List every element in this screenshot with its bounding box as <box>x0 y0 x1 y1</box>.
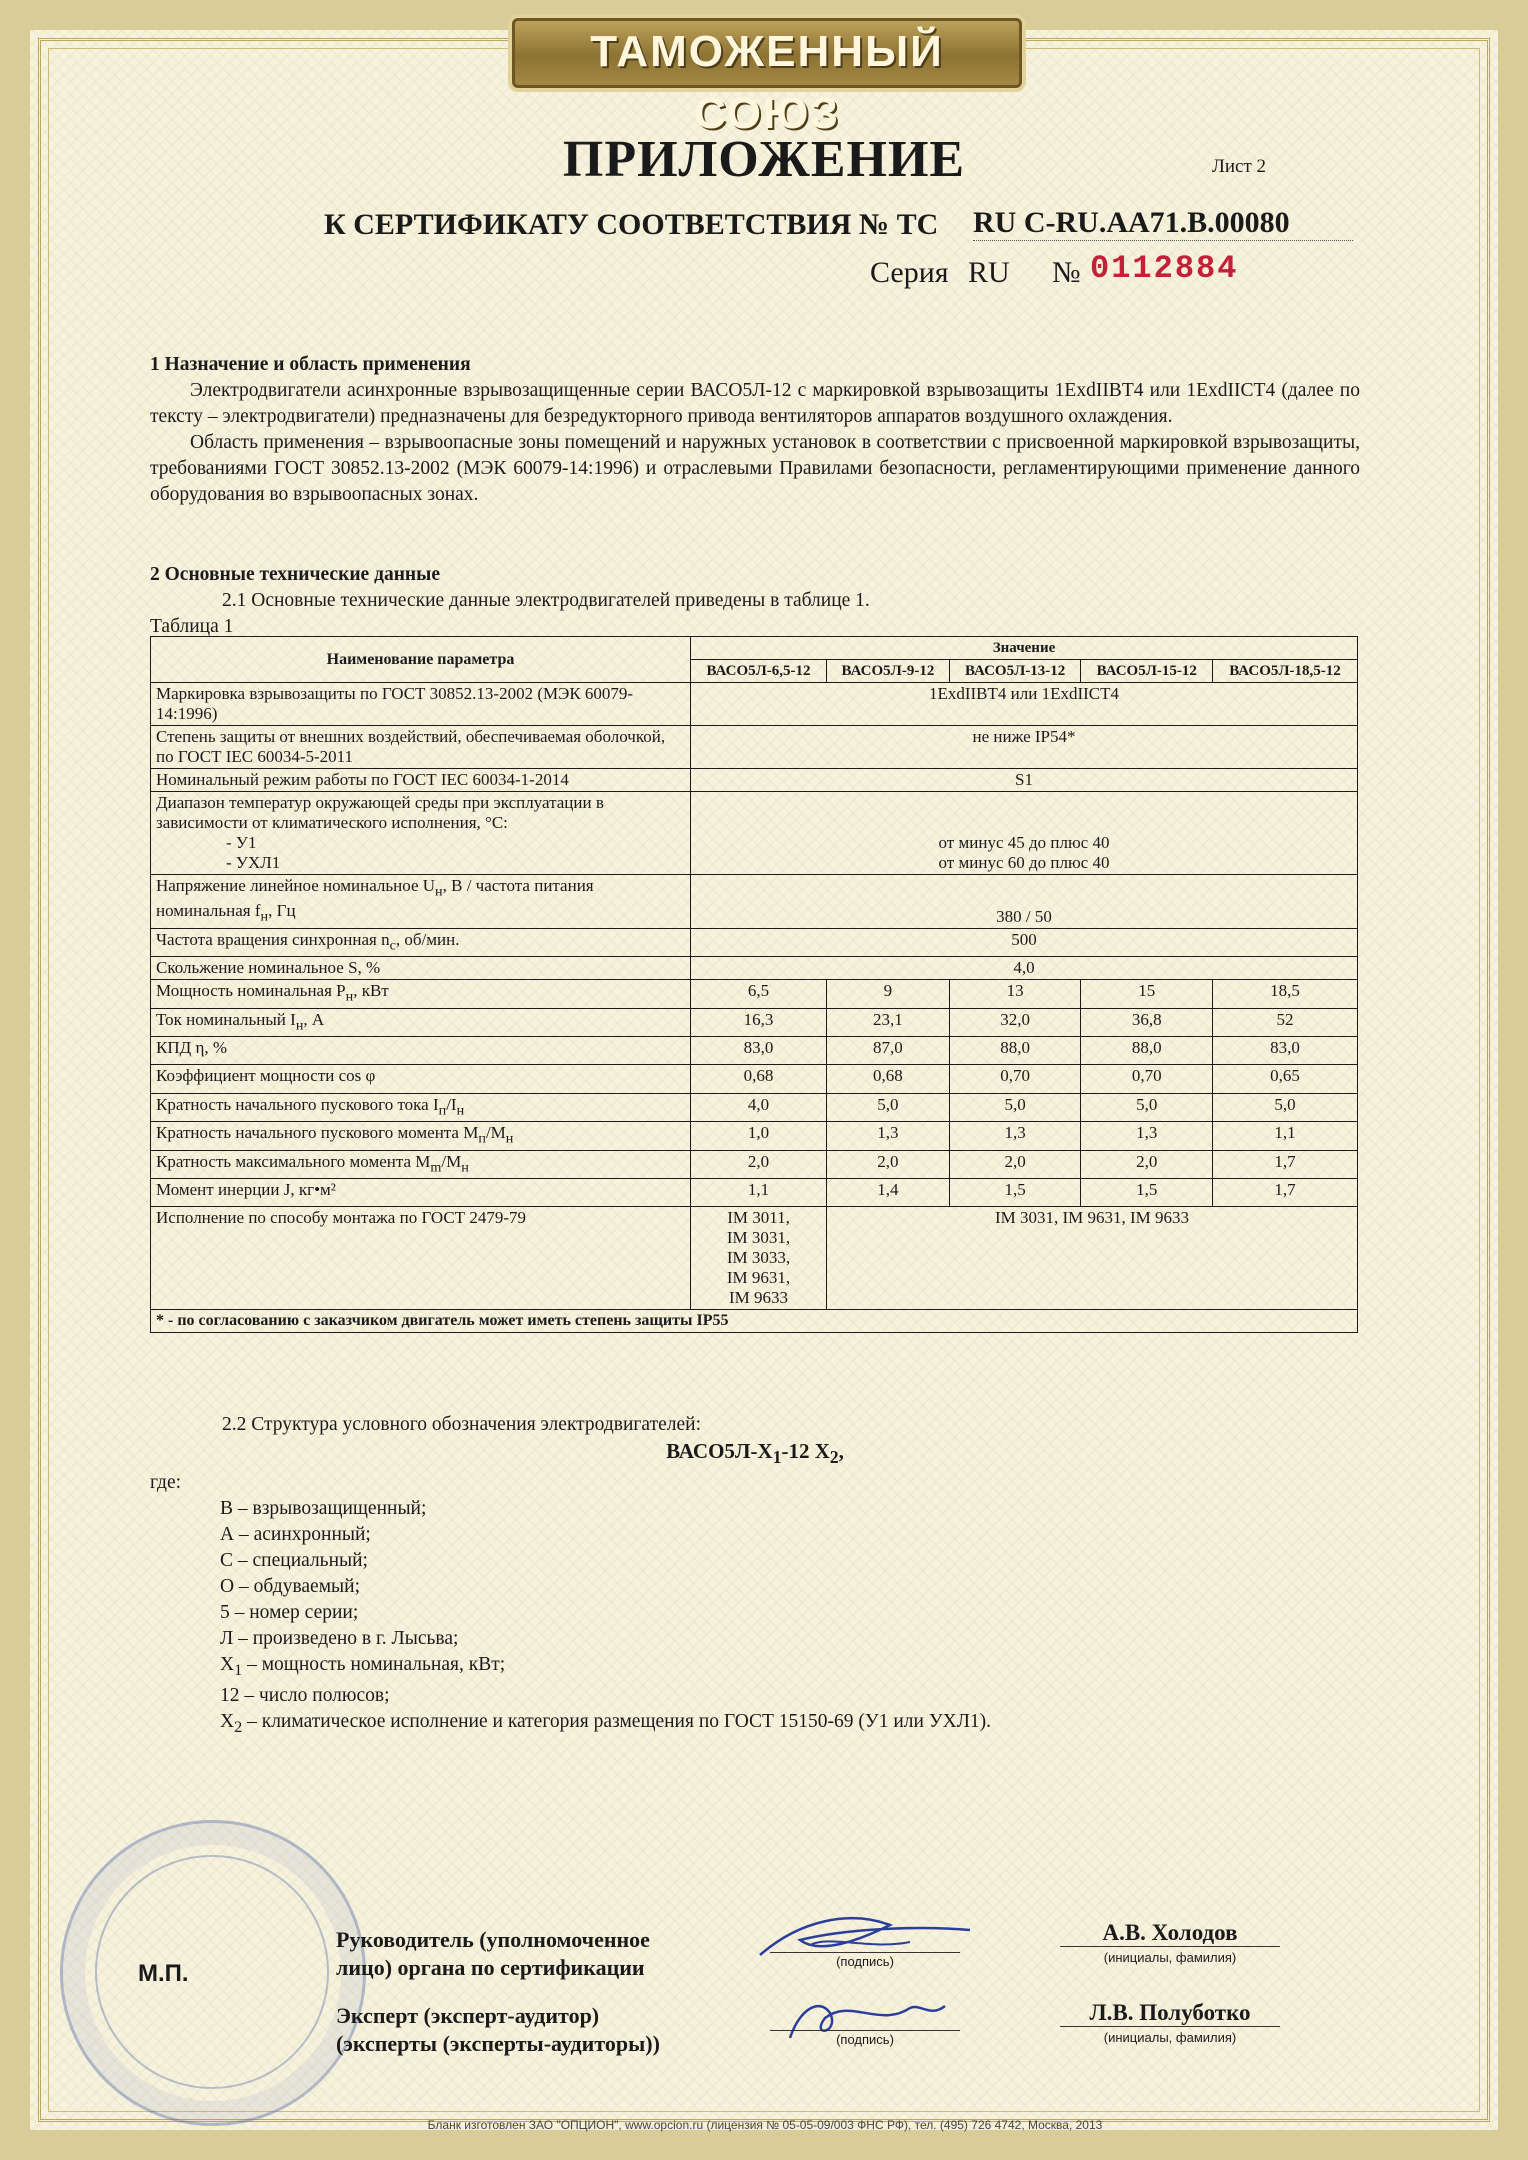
table-row <box>151 1036 1358 1064</box>
row-label: Мощность номинальная $Р_н$, кВт <box>151 980 691 1008</box>
model-header: ВАСО5Л-6,5-12 <box>691 660 827 683</box>
table-cell: 23,1 <box>827 1008 950 1036</box>
row-label: Исполнение по способу монтажа по ГОСТ 2479-79 <box>151 1207 691 1310</box>
list-item: $Х_2$ – климатическое исполнение и категория размещения по ГОСТ 15150-69 (У1 или УХЛ1). <box>220 1711 992 1736</box>
row-value: 500 <box>691 928 1358 956</box>
series-value: RU <box>968 256 1010 289</box>
sheet-number: Лист 2 <box>1212 156 1267 177</box>
head-sign-line <box>770 1952 960 1953</box>
mount-first: IM 3011, IM 3031, IM 3033, IM 9631, IM 9633 <box>691 1207 827 1310</box>
table-cell: 52 <box>1213 1008 1358 1036</box>
table-cell: 5,0 <box>827 1093 950 1121</box>
table-row <box>151 1150 1358 1178</box>
table-cell: 13 <box>949 980 1081 1008</box>
expert-sign-line <box>770 2030 960 2031</box>
list-item: 12 – число полюсов; <box>220 1685 390 1707</box>
row-value <box>691 792 1358 875</box>
table-cell: 15 <box>1081 980 1213 1008</box>
table-cell: 83,0 <box>1213 1036 1358 1064</box>
section-2-heading: 2 Основные технические данные <box>150 564 441 585</box>
serial-number: 0112884 <box>1090 250 1239 287</box>
table-footnote: * - по согласованию с заказчиком двигатель может иметь степень защиты IP55 <box>151 1310 1358 1333</box>
table-cell: 1,1 <box>691 1178 827 1206</box>
mount-rest: IM 3031, IM 9631, IM 9633 <box>827 1207 1358 1310</box>
table-cell: 87,0 <box>827 1036 950 1064</box>
row-label: Ток номинальный $I_н$, А <box>151 1008 691 1036</box>
table-row <box>151 1093 1358 1121</box>
row-value: S1 <box>691 769 1358 792</box>
param-header: Наименование параметра <box>151 637 691 683</box>
table-row <box>151 980 1358 1008</box>
table-cell: 2,0 <box>1081 1150 1213 1178</box>
table-cell: 5,0 <box>949 1093 1081 1121</box>
table-cell: 88,0 <box>949 1036 1081 1064</box>
table-cell: 1,1 <box>1213 1122 1358 1150</box>
table-cell: 18,5 <box>1213 980 1358 1008</box>
table-cell: 6,5 <box>691 980 827 1008</box>
table-cell: 0,70 <box>1081 1065 1213 1093</box>
table-cell: 2,0 <box>949 1150 1081 1178</box>
table-cell: 32,0 <box>949 1008 1081 1036</box>
table-cell: 0,65 <box>1213 1065 1358 1093</box>
head-sign-caption: (подпись) <box>836 1954 894 1969</box>
list-item: $Х_1$ – мощность номинальная, кВт; <box>220 1654 506 1680</box>
seal-place-label: М.П. <box>138 1960 189 1987</box>
section-2 <box>150 562 1360 640</box>
model-header: ВАСО5Л-13-12 <box>949 660 1081 683</box>
table-cell: 1,4 <box>827 1178 950 1206</box>
row-value: 1ExdIIBT4 или 1ExdIICT4 <box>691 683 1358 726</box>
model-header: ВАСО5Л-18,5-12 <box>1213 660 1358 683</box>
row-label <box>151 792 691 875</box>
temp-value: от минус 45 до плюс 40 <box>938 833 1110 852</box>
series-label: Серия <box>870 256 949 289</box>
table-cell: 1,5 <box>1081 1178 1213 1206</box>
table-cell: 1,5 <box>949 1178 1081 1206</box>
table-cell: 1,7 <box>1213 1178 1358 1206</box>
temp-label: Диапазон температур окружающей среды при эксплуатации в зависимости от климатического исполнения, °С: <box>156 793 604 832</box>
list-item: В – взрывозащищенный; <box>220 1498 427 1520</box>
table-row <box>151 1008 1358 1036</box>
table-cell: 1,7 <box>1213 1150 1358 1178</box>
table-row <box>151 769 1358 792</box>
structure-formula: $ВАСО5Л-Х_1-12$ $Х_2$, <box>666 1439 844 1468</box>
technical-data-table <box>150 636 1358 1333</box>
section-2-paragraph: 2.1 Основные технические данные электродвигателей приведены в таблице 1. <box>222 590 870 611</box>
section-1-paragraph-2: Область применения – взрывоопасные зоны помещений и наружных установок в соответствии с присвоенной маркировкой взрывозащиты, требованиями ГОСТ 30852.13-2002 (МЭК 60079-14:1996) и отраслевыми Правилами безопасности, регламентирующими применение данного оборудования во взрывоопасных зонах. <box>150 432 1360 505</box>
table-row <box>151 683 1358 726</box>
structure-where: где: <box>150 1472 182 1494</box>
list-item: А – асинхронный; <box>220 1524 371 1546</box>
table-cell: 1,0 <box>691 1122 827 1150</box>
row-label: Кратность начального пускового тока $I_п/I_н$ <box>151 1093 691 1121</box>
value-rows <box>151 980 1358 1207</box>
table-cell: 1,3 <box>949 1122 1081 1150</box>
row-value: 4,0 <box>691 957 1358 980</box>
customs-union-banner: ТАМОЖЕННЫЙ СОЮЗ <box>512 18 1022 88</box>
structure-intro: 2.2 Структура условного обозначения электродвигателей: <box>222 1414 701 1435</box>
seal-stamp-inner-ring <box>95 1855 329 2089</box>
list-item: 5 – номер серии; <box>220 1602 359 1624</box>
expert-sign-caption: (подпись) <box>836 2032 894 2047</box>
table-header-row <box>151 637 1358 660</box>
table-cell: 5,0 <box>1213 1093 1358 1121</box>
table-cell: 0,68 <box>827 1065 950 1093</box>
model-header: ВАСО5Л-15-12 <box>1081 660 1213 683</box>
row-value: не ниже IP54* <box>691 726 1358 769</box>
row-label: Маркировка взрывозащиты по ГОСТ 30852.13-2002 (МЭК 60079-14:1996) <box>151 683 691 726</box>
table-cell: 83,0 <box>691 1036 827 1064</box>
head-name: А.В. Холодов <box>1060 1920 1280 1947</box>
table-row <box>151 1122 1358 1150</box>
model-header: ВАСО5Л-9-12 <box>827 660 950 683</box>
section-1 <box>150 352 1360 508</box>
temp-sub-label: - УХЛ1 <box>226 853 281 872</box>
table-row <box>151 792 1358 875</box>
table-footnote-row <box>151 1310 1358 1333</box>
row-label: Скольжение номинальное S, % <box>151 957 691 980</box>
row-label: Кратность максимального момента $М_m/М_н$ <box>151 1150 691 1178</box>
expert-name: Л.В. Полуботко <box>1060 2000 1280 2027</box>
expert-name-caption: (инициалы, фамилия) <box>1103 2030 1237 2045</box>
head-name-caption: (инициалы, фамилия) <box>1103 1950 1237 1965</box>
list-item: С – специальный; <box>220 1550 368 1572</box>
table-row <box>151 1178 1358 1206</box>
row-label: Номинальный режим работы по ГОСТ IEC 60034-1-2014 <box>151 769 691 792</box>
row-label: Напряжение линейное номинальное $U_н$, В / частота питания номинальная $f_н$, Гц <box>151 875 691 929</box>
table-cell: 2,0 <box>691 1150 827 1178</box>
row-label: Степень защиты от внешних воздействий, обеспечиваемая оболочкой, по ГОСТ IEC 60034-5-2011 <box>151 726 691 769</box>
temp-sub-label: - У1 <box>226 833 257 852</box>
value-header: Значение <box>691 637 1358 660</box>
table-row <box>151 1065 1358 1093</box>
table-cell: 4,0 <box>691 1093 827 1121</box>
list-item: Л – произведено в г. Лысьва; <box>220 1628 459 1650</box>
table-cell: 9 <box>827 980 950 1008</box>
table-cell: 88,0 <box>1081 1036 1213 1064</box>
table-cell: 36,8 <box>1081 1008 1213 1036</box>
table-row <box>151 726 1358 769</box>
table-cell: 2,0 <box>827 1150 950 1178</box>
head-role: Руководитель (уполномоченное лицо) органа по сертификации <box>336 1927 650 1980</box>
table-cell: 0,68 <box>691 1065 827 1093</box>
printer-note: Бланк изготовлен ЗАО "ОПЦИОН", www.opcion.ru (лицензия № 05-05-09/003 ФНС РФ), тел. (495) 726 4742, Москва, 2013 <box>427 2118 1103 2132</box>
table-cell: 1,3 <box>1081 1122 1213 1150</box>
section-1-paragraph-1: Электродвигатели асинхронные взрывозащищенные серии ВАСО5Л-12 с маркировкой взрывозащиты 1ExdIIBT4 или 1ExdIICT4 (далее по тексту – электродвигатели) предназначены для безредукторного привода вентиляторов аппаратов воздушного охлаждения. <box>150 380 1360 427</box>
expert-role: Эксперт (эксперт-аудитор) (эксперты (эксперты-аудиторы)) <box>336 2003 660 2056</box>
row-label: Момент инерции J, кг•м² <box>151 1178 691 1206</box>
list-item: О – обдуваемый; <box>220 1576 360 1598</box>
page-title: ПРИЛОЖЕНИЕ <box>562 131 966 188</box>
row-label: КПД η, % <box>151 1036 691 1064</box>
table-cell: 16,3 <box>691 1008 827 1036</box>
table-row <box>151 957 1358 980</box>
row-value: 380 / 50 <box>691 875 1358 929</box>
number-label: № <box>1052 256 1081 289</box>
section-1-heading: 1 Назначение и область применения <box>150 354 471 375</box>
temp-value: от минус 60 до плюс 40 <box>938 853 1110 872</box>
table-row <box>151 875 1358 929</box>
table-cell: 1,3 <box>827 1122 950 1150</box>
designation-structure <box>150 1412 1360 1740</box>
table-cell: 5,0 <box>1081 1093 1213 1121</box>
certificate-label: К СЕРТИФИКАТУ СООТВЕТСТВИЯ № ТС <box>324 208 939 241</box>
table-row <box>151 928 1358 956</box>
row-label: Кратность начального пускового момента $М_п/М_н$ <box>151 1122 691 1150</box>
certificate-number: RU C-RU.AA71.B.00080 <box>973 206 1353 241</box>
table-cell: 0,70 <box>949 1065 1081 1093</box>
row-label: Частота вращения синхронная $n_с$, об/мин. <box>151 928 691 956</box>
table-caption: Таблица 1 <box>150 616 234 637</box>
table-row <box>151 1207 1358 1310</box>
row-label: Коэффициент мощности cos φ <box>151 1065 691 1093</box>
